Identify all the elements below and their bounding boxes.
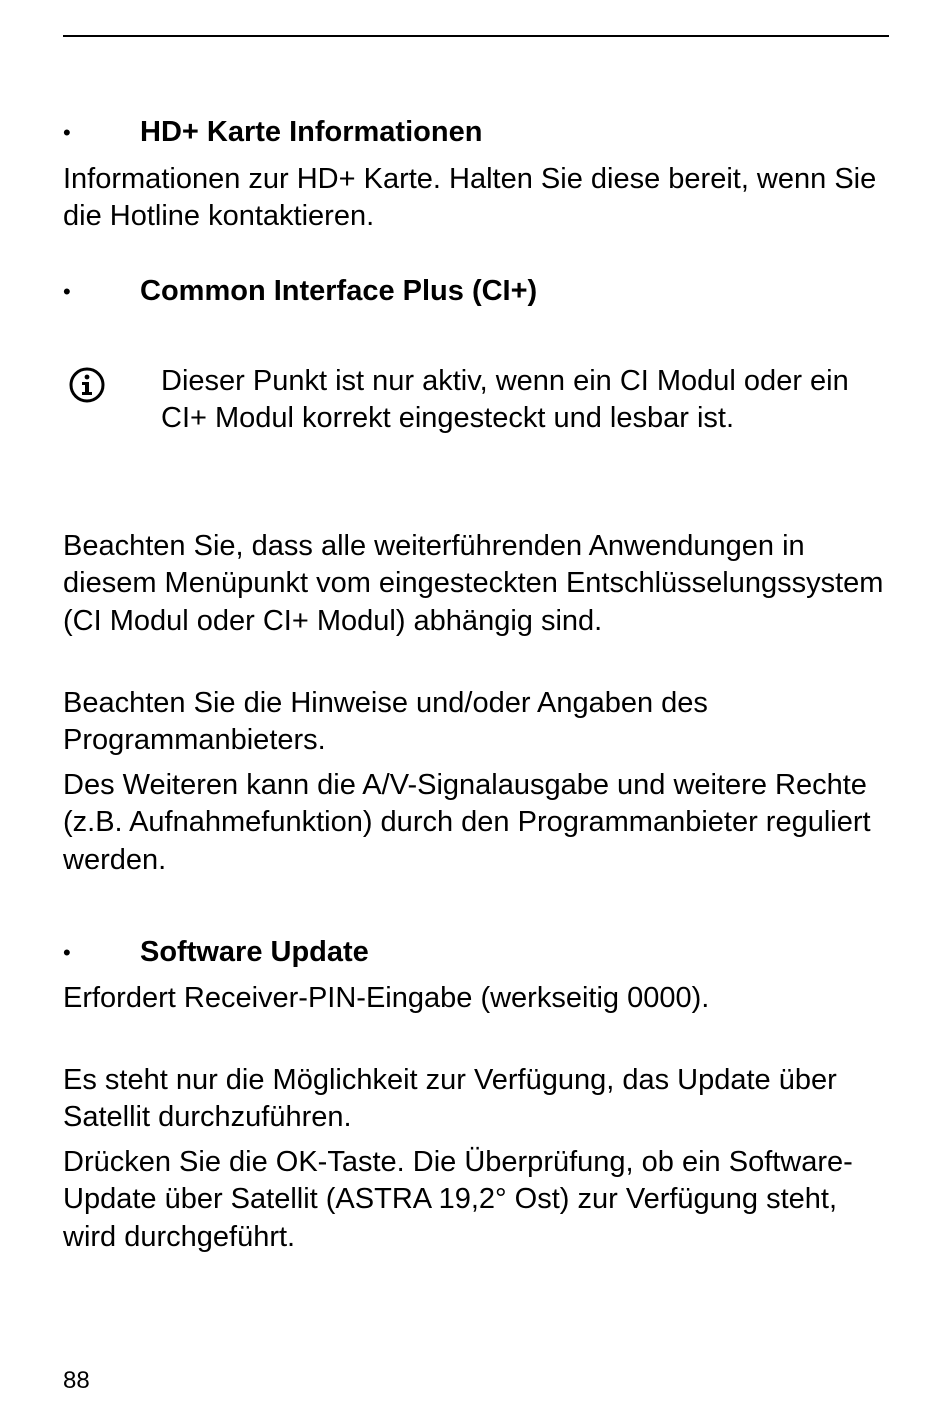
info-icon: [68, 366, 106, 404]
section-title: Software Update: [140, 936, 369, 968]
ci-note-text: Dieser Punkt ist nur aktiv, wenn ein CI Modul oder ein CI+ Modul korrekt eingesteckt und lesbar ist.: [161, 365, 849, 435]
page-number: 88: [63, 1367, 90, 1394]
bullet-icon: •: [63, 120, 71, 145]
section-title: HD+ Karte Informationen: [140, 116, 483, 148]
ci-paragraph: Des Weiteren kann die A/V-Signalausgabe und weitere Rechte (z.B. Aufnahmefunktion) durch den Programmanbieter reguliert werden.: [63, 769, 871, 876]
header-rule: [63, 35, 889, 37]
software-update-paragraph: Drücken Sie die OK-Taste. Die Überprüfung, ob ein Software-Update über Satellit (ASTRA 19,2° Ost) zur Verfügung steht, wird durchgeführt.: [63, 1146, 853, 1253]
hd-card-description: Informationen zur HD+ Karte. Halten Sie diese bereit, wenn Sie die Hotline kontaktieren.: [63, 163, 877, 233]
bullet-icon: •: [63, 279, 71, 304]
bullet-icon: •: [63, 940, 71, 965]
ci-paragraph: Beachten Sie, dass alle weiterführenden Anwendungen in diesem Menüpunkt vom eingesteckten Entschlüsselungssystem (CI Modul oder CI+ Modul) abhängig sind.: [63, 530, 884, 637]
software-update-paragraph: Erfordert Receiver-PIN-Eingabe (werkseitig 0000).: [63, 982, 710, 1014]
section-title: Common Interface Plus (CI+): [140, 275, 538, 307]
ci-paragraph: Beachten Sie die Hinweise und/oder Angaben des Programmanbieters.: [63, 687, 708, 757]
software-update-paragraph: Es steht nur die Möglichkeit zur Verfügung, das Update über Satellit durchzuführen.: [63, 1064, 837, 1134]
